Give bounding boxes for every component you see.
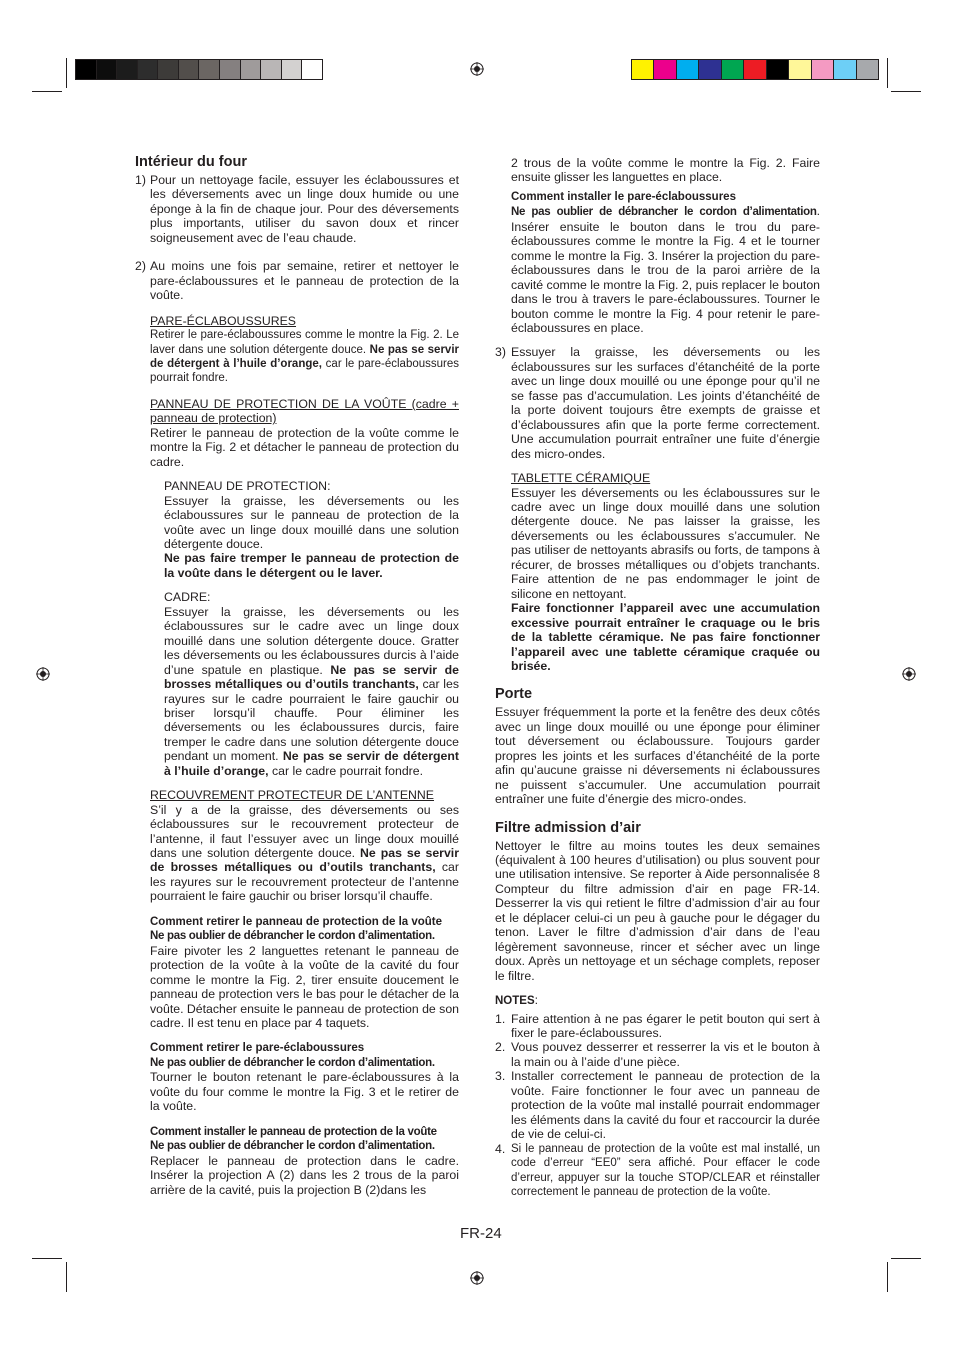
color-swatch xyxy=(632,60,654,79)
paragraph: Retirer le panneau de protection de la voûte comme le montre la Fig. 2 et détacher le panneau de protection du cadre. xyxy=(150,425,459,469)
crop-mark xyxy=(887,58,888,88)
page-number: FR-24 xyxy=(460,1225,502,1242)
warning-text: Ne pas oublier de débrancher le cordon d’alimentation. xyxy=(150,1056,435,1069)
color-swatch xyxy=(744,60,766,79)
notes-list xyxy=(495,1012,820,1200)
color-swatch xyxy=(767,60,789,79)
color-swatch xyxy=(76,60,97,79)
text-run: car le pare-éclaboussures pourrait fondre. xyxy=(150,357,459,385)
note-item xyxy=(495,1040,820,1069)
warning-text: Faire fonctionner l’appareil avec une accumulation excessive pourrait entraîner le craquage ou le bris de la tablette céramique. Ne pas faire fonctionner l’appareil avec une tablette céramique craquée ou brisée. xyxy=(511,601,820,673)
list-item xyxy=(495,345,820,461)
list-item xyxy=(135,173,459,245)
paragraph xyxy=(164,605,459,778)
right-column xyxy=(495,156,820,1199)
note-number: 1. xyxy=(495,1011,506,1026)
grayscale-calibration-bar xyxy=(75,59,323,80)
color-calibration-bar xyxy=(631,59,879,80)
bold-text: Ne pas se servir de brosses métalliques ou d’outils tranchants, xyxy=(150,846,459,875)
color-swatch xyxy=(654,60,676,79)
subsection-title-tablette: TABLETTE CÉRAMIQUE xyxy=(511,471,651,486)
color-swatch xyxy=(282,60,303,79)
paragraph: Faire pivoter les 2 languettes retenant le panneau de protection de la voûte à la voûte de la cavité du four comme le montre la Fig. 2, tirer ensuite doucement le panneau de protection vers le bas pour le détacher de la voûte. Détacher ensuite le panneau de protection de son cadre. Il est tenu en place par 4 taquets. xyxy=(150,943,460,1031)
bold-text: Ne pas se servir de détergent à l’huile d’orange, xyxy=(150,343,459,370)
procedure-title: Comment retirer le pare-éclaboussures xyxy=(150,1042,365,1055)
subsection-title-pare: PARE-ÉCLABOUSSURES xyxy=(150,313,297,328)
warning-text: Ne pas faire tremper le panneau de protection de la voûte dans le détergent ou le laver. xyxy=(164,551,459,580)
subsection-title-antenne: RECOUVREMENT PROTECTEUR DE L’ANTENNE xyxy=(150,788,435,803)
color-swatch xyxy=(179,60,200,79)
procedure-title: Comment installer le pare-éclaboussures xyxy=(511,190,736,203)
warning-text: Ne pas oublier de débrancher le cordon d’alimentation. xyxy=(150,930,435,943)
paragraph: 2 trous de la voûte comme le montre la Fig. 2. Faire ensuite glisser les languettes en place. xyxy=(511,156,820,185)
crop-mark xyxy=(66,58,67,88)
paragraph: Tourner le bouton retenant le pare-éclaboussures à la voûte du four comme le montre la Fig. 3 et le retirer de la voûte. xyxy=(150,1070,459,1114)
color-swatch xyxy=(241,60,262,79)
text-run: car les rayures sur le cadre pourraient le faire gauchir ou briser lorsqu’il chauffe. Pour éliminer les déversements ou les éclaboussures durcis, faire tremper le cadre dans une solution détergente douce pendant un moment. xyxy=(164,677,459,764)
paragraph xyxy=(150,803,459,904)
note-item xyxy=(495,1069,820,1141)
paragraph: Essuyer les déversements ou les éclaboussures sur le cadre avec un linge doux mouillé dans une solution détergente douce. Ne pas laisser la graisse, les déversements ou les éclaboussures s’accumuler. Ne pas utiliser de nettoyants abrasifs ou forts, de tampons à récurer, de brosses métalliques ou d’objets tranchants. Faire attention de ne pas endommager le joint de silicone en nettoyant. xyxy=(511,485,820,601)
section-heading-interieur: Intérieur du four xyxy=(135,154,247,170)
item-text: Au moins une fois par semaine, retirer et nettoyer le pare-éclaboussures et le panneau de protection de la voûte. xyxy=(150,259,459,303)
left-column xyxy=(135,154,459,1197)
paragraph xyxy=(511,204,820,335)
color-swatch xyxy=(812,60,834,79)
text-run: : xyxy=(534,993,539,1008)
section-heading-porte: Porte xyxy=(495,686,533,703)
note-text: Vous pouvez desserrer et resserrer la vis et le bouton à la main ou à l’aide d’une pièce. xyxy=(511,1040,820,1069)
text-run: car les rayures sur le recouvrement protecteur de l’antenne pourraient le faire gauchir ou briser lorsqu’il chauffe. xyxy=(150,860,459,904)
item-number: 3) xyxy=(495,345,506,360)
subsection-title-pp: PANNEAU DE PROTECTION: xyxy=(164,479,331,494)
paragraph: Nettoyer le filtre au moins toutes les deux semaines (équivalent à 100 heures d’utilisation) ou plus souvent pour une utilisation intensive. Se reporter à Aide personnalisée 8 Compteur du filtre admission d’air en page FR-14. Desserrer la vis qui retient le filtre d’admission d’air au four et le déplacer celui-ci un peu à gauche pour le dégager du tenon. Laver le filtre d’admission d’air dans de l’eau légèrement savonneuse, rincer et sécher avec un linge doux. Après un nettoyage et un séchage complets, reposer le filtre. xyxy=(495,838,820,983)
warning-text: Ne pas oublier de débrancher le cordon d’alimentation. xyxy=(150,1140,435,1153)
text-run: S’il y a de la graisse, des déversements ou ses éclaboussures sur le recouvrement protecteur de l’antenne, il faut l’essuyer avec un linge doux mouillé dans une solution détergente douce. xyxy=(150,802,459,861)
list-item xyxy=(135,259,459,302)
color-swatch xyxy=(699,60,721,79)
note-number: 2. xyxy=(495,1040,506,1055)
color-swatch xyxy=(138,60,159,79)
item-text: Essuyer la graisse, les déversements ou les éclaboussures sur les surfaces d’étanchéité de la porte avec un linge doux mouillé ou une éponge pour qu’il ne se fasse pas d’accumulation. Les joints d’étanchéité de la porte doivent toujours être exempts de graisse et d’éclaboussures afin que la porte ferme correctement. Une accumulation pourrait entraîner une fuite d’énergie des micro-ondes. xyxy=(511,345,820,461)
bold-text: Ne pas faire tremper le panneau de protection de la voûte dans le détergent ou le laver xyxy=(164,551,459,580)
note-text: Installer correctement le panneau de protection de la voûte. Faire fonctionner le four avec un panneau de protection de la voûte mal installé pourrait endommager les éléments dans la cavité du four et raccourcir la durée de vie de celui-ci. xyxy=(511,1069,820,1142)
color-swatch xyxy=(302,60,322,79)
registration-mark-icon xyxy=(902,667,916,681)
color-swatch xyxy=(97,60,118,79)
color-swatch xyxy=(261,60,282,79)
color-swatch xyxy=(834,60,856,79)
crop-mark xyxy=(32,1258,62,1259)
color-swatch xyxy=(722,60,744,79)
note-item xyxy=(495,1142,820,1200)
color-swatch xyxy=(857,60,878,79)
warning-text: Ne pas oublier de débrancher le cordon d’alimentation xyxy=(511,206,817,219)
paragraph: Essuyer la graisse, les déversements ou les éclaboussures sur le panneau de protection de la voûte avec un linge doux mouillé dans une solution détergente douce. xyxy=(164,493,459,551)
subsection-title-cadre: CADRE: xyxy=(164,590,211,605)
crop-mark xyxy=(66,1262,67,1292)
text-run: . xyxy=(816,204,820,219)
bold-text: Ne pas se servir de brosses métalliques ou d’outils tranchants, xyxy=(164,662,459,692)
crop-mark xyxy=(891,1258,921,1259)
procedure-title: Comment retirer le panneau de protection de la voûte xyxy=(150,915,443,928)
color-swatch xyxy=(789,60,811,79)
section-heading-filtre: Filtre admission d’air xyxy=(495,819,641,836)
text-run: Insérer ensuite le bouton dans le trou du pare-éclaboussures comme le montre la Fig. 4 et le tourner comme le montre la Fig. 3. Insérer la projection du pare-éclaboussures dans le trou de la paroi arrière de la cavité comme le montre la Fig. 2, puis replacer le bouton dans le trou à travers le pare-éclaboussures. Tourner le bouton comme le montre la Fig. 4 pour retenir le pare-éclaboussures en place. xyxy=(511,219,820,335)
item-number: 2) xyxy=(135,259,146,274)
note-item xyxy=(495,1012,820,1041)
registration-mark-icon xyxy=(470,62,484,76)
note-number: 4. xyxy=(495,1141,506,1156)
registration-mark-icon xyxy=(470,1271,484,1285)
registration-mark-icon xyxy=(36,667,50,681)
crop-mark xyxy=(32,91,62,92)
paragraph xyxy=(150,328,459,386)
paragraph: Essuyer fréquemment la porte et la fenêtre des deux côtés avec un linge doux mouillé ou une éponge pour éliminer tout déversement ou éclaboussure. Toujours garder propres les joints et les surfaces d’étanchéité de la porte afin qu’aucune graisse ni déversements ni éclaboussures ne puissent s’accumuler. Une accumulation pourrait entraîner une fuite d’énergie des micro-ondes. xyxy=(495,705,820,807)
bold-text: NOTES xyxy=(495,995,535,1008)
notes-title xyxy=(495,993,820,1008)
color-swatch xyxy=(199,60,220,79)
note-text: Si le panneau de protection de la voûte est mal installé, un code d’erreur “EE0” sera affiché. Pour effacer le code d’erreur, appuyer sur la touche STOP/CLEAR et réinstaller correctement le panneau de protection de la voûte. xyxy=(511,1142,820,1198)
procedure-title: Comment installer le panneau de protection de la voûte xyxy=(150,1125,437,1138)
color-swatch xyxy=(117,60,138,79)
crop-mark xyxy=(891,91,921,92)
color-swatch xyxy=(158,60,179,79)
note-text: Faire attention à ne pas égarer le petit bouton qui sert à fixer le pare-éclaboussures. xyxy=(511,1011,820,1041)
text-run: Essuyer la graisse, les déversements ou les éclaboussures sur le cadre avec un linge doux mouillé dans une solution détergente douce. Gratter les déversements ou les éclaboussures durcis à l’aide d’une spatule en plastique. xyxy=(164,604,459,677)
text-run: car le cadre pourrait fondre. xyxy=(268,763,424,778)
crop-mark xyxy=(887,1262,888,1292)
subsection-title-panneau: PANNEAU DE PROTECTION DE LA VOÛTE (cadre + panneau de protection) xyxy=(150,396,459,426)
color-swatch xyxy=(677,60,699,79)
text-run: Retirer le pare-éclaboussures comme le montre la Fig. 2. Le laver dans une solution détergente douce. xyxy=(150,329,459,356)
note-number: 3. xyxy=(495,1069,506,1084)
item-text: Pour un nettoyage facile, essuyer les éclaboussures et les déversements avec un linge doux humide ou une éponge à la fin de chaque jour. Pour des déversements plus importants, utiliser du savon doux et rincer soigneusement avec de l’eau chaude. xyxy=(150,173,459,245)
color-swatch xyxy=(220,60,241,79)
paragraph: Replacer le panneau de protection dans le cadre. Insérer la projection A (2) dans les 2 trous de la paroi arrière de la cavité, puis la projection B (2)dans les xyxy=(150,1153,459,1197)
bold-text: Ne pas se servir de détergent à l’huile d’orange, xyxy=(164,749,459,778)
item-number: 1) xyxy=(135,173,146,187)
